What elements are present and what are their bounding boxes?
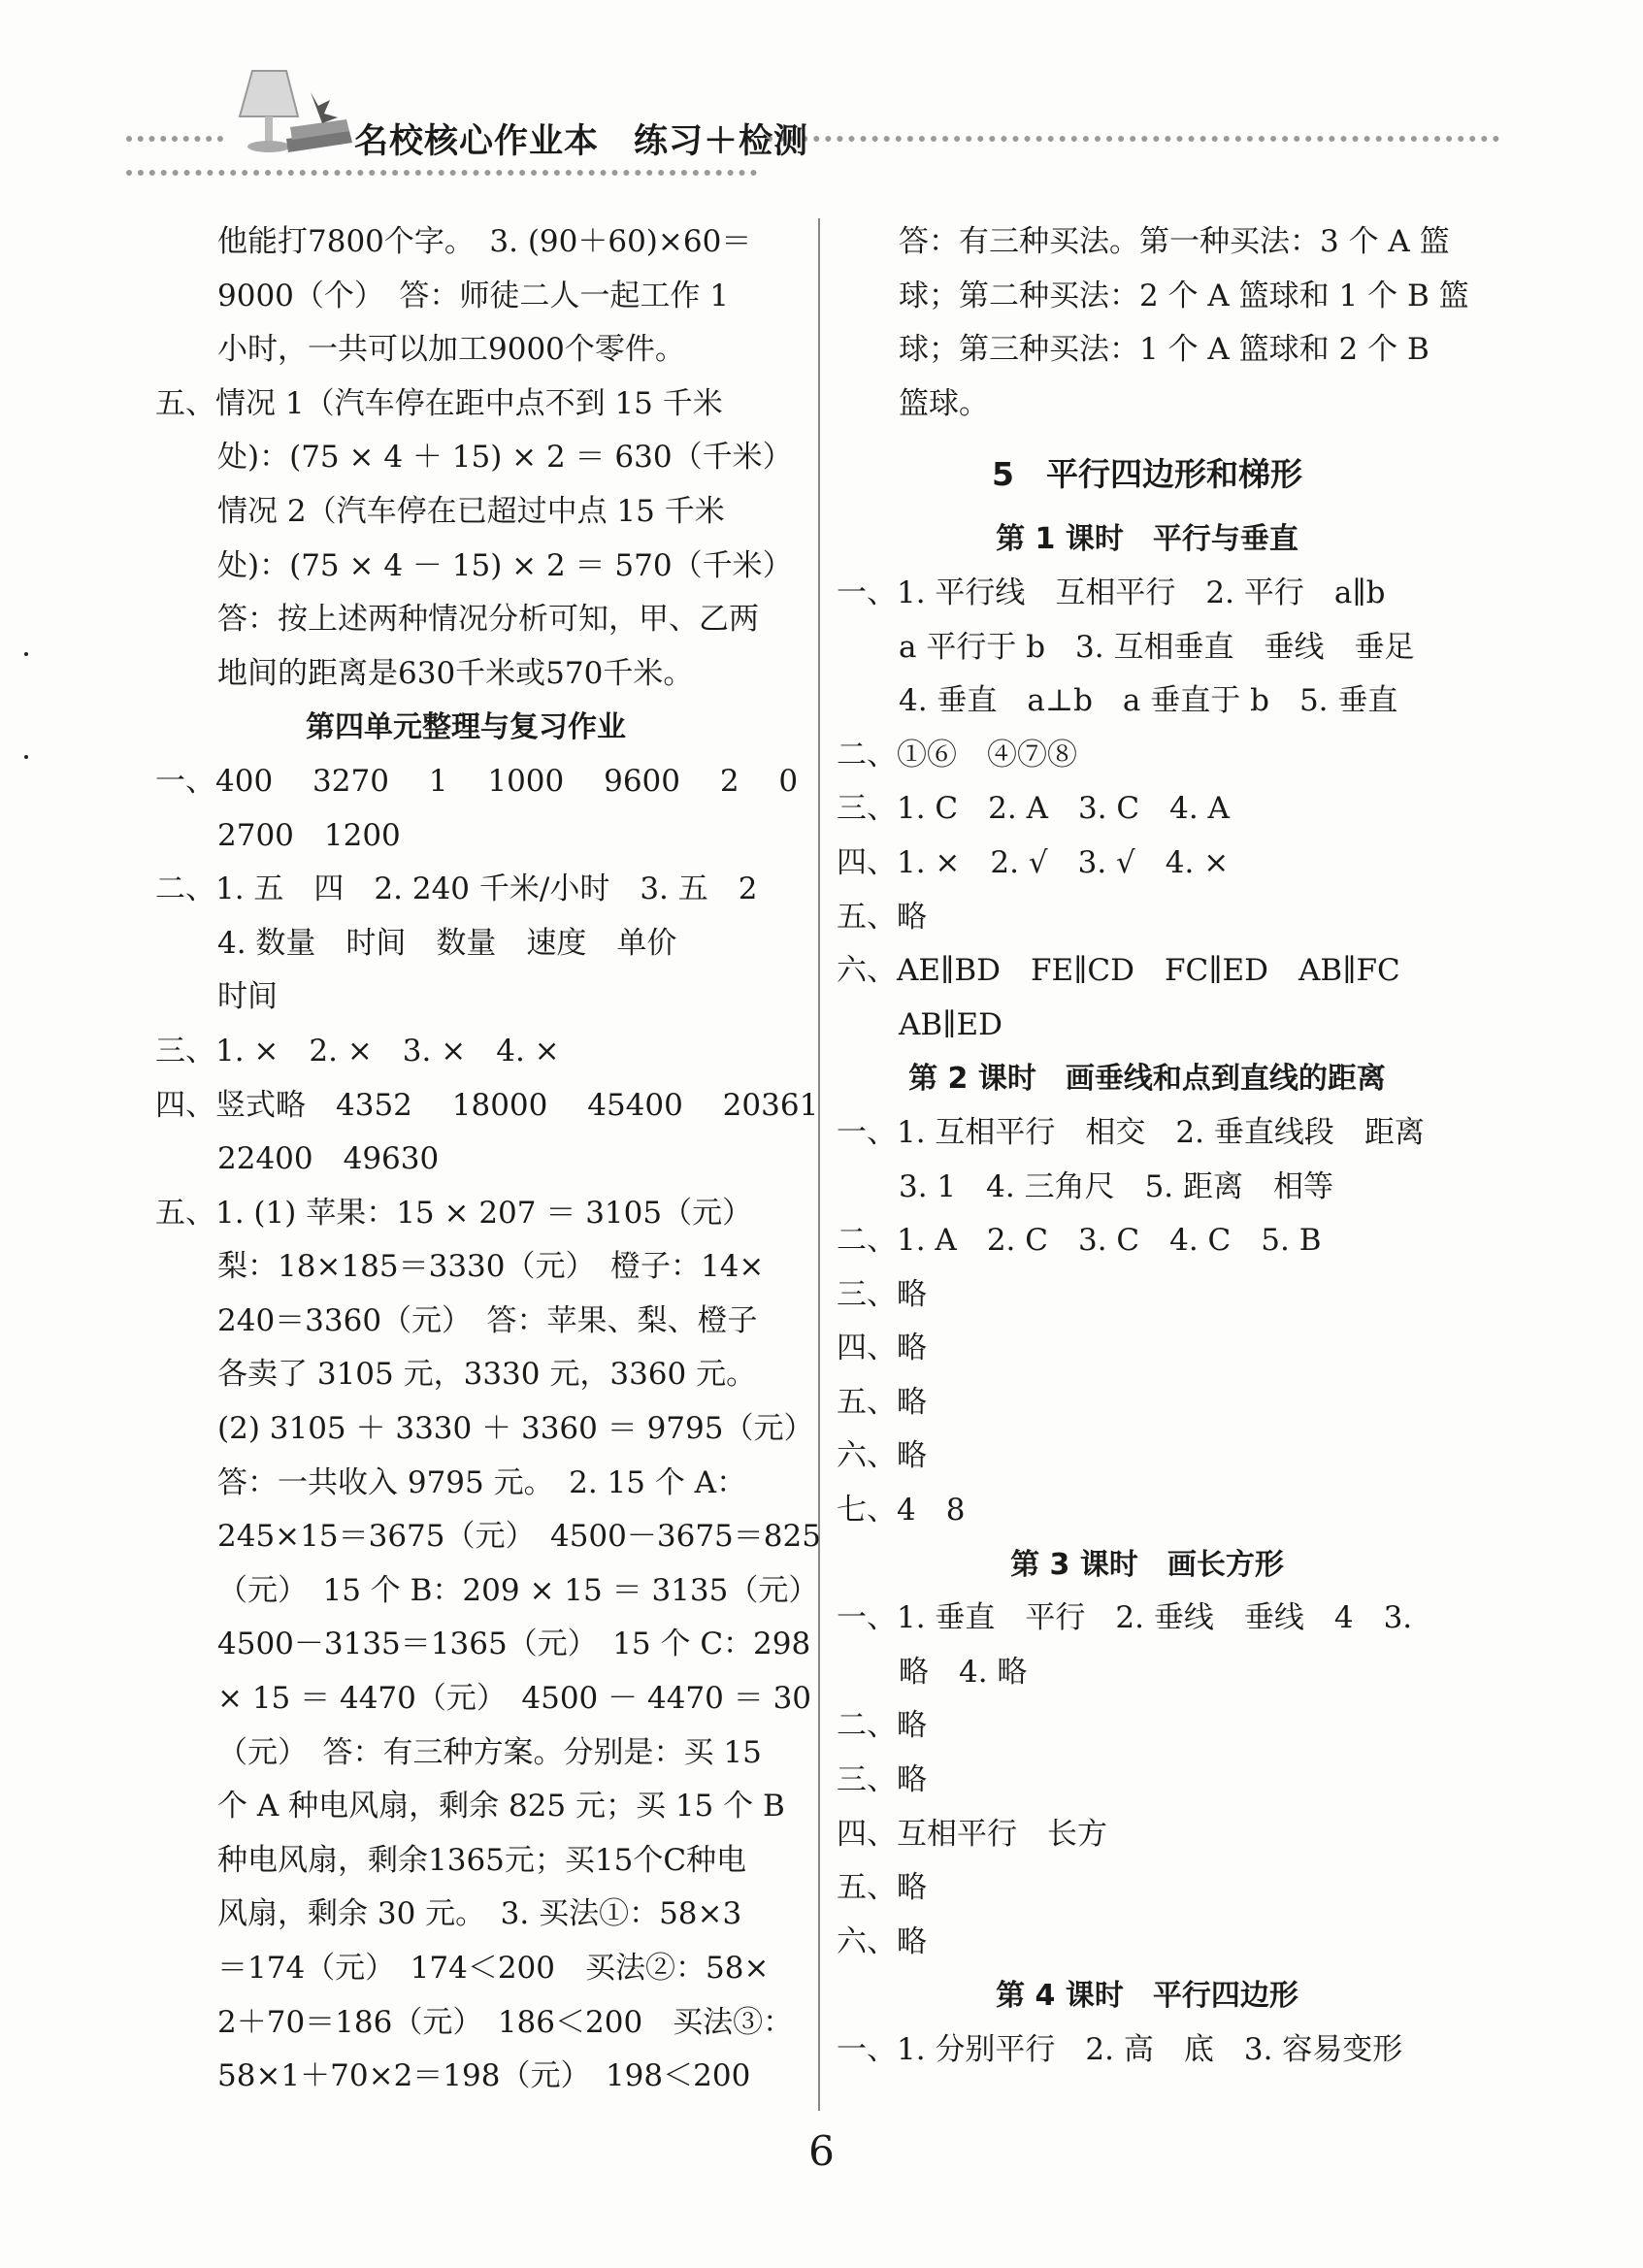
- answer-line: a 平行于 b 3. 互相垂直 垂线 垂足: [899, 629, 1415, 665]
- answer-line: 六、AE∥BD FE∥CD FC∥ED AB∥FC: [837, 953, 1400, 989]
- answer-line: 他能打7800个字。 3. (90＋60)×60＝: [217, 224, 752, 259]
- answer-line: 处)：(75 × 4 － 15) × 2 ＝ 570（千米）: [217, 547, 793, 583]
- answer-line: 四、互相平行 长方: [837, 1816, 1107, 1852]
- answer-line: 七、4 8: [837, 1493, 966, 1528]
- answer-line: 三、1. × 2. × 3. × 4. ×: [155, 1033, 560, 1068]
- answer-line: （元） 答：有三种方案。分别是：买 15: [217, 1734, 762, 1770]
- answer-line: 五、略: [837, 1384, 927, 1420]
- answer-line: 一、1. 分别平行 2. 高 底 3. 容易变形: [837, 2032, 1403, 2067]
- answer-line: 个 A 种电风扇，剩余 825 元；买 15 个 B: [217, 1789, 785, 1824]
- answer-line: ＝174（元） 174＜200 买法②：58×: [217, 1951, 770, 1986]
- answer-line: 4. 垂直 a⊥b a 垂直于 b 5. 垂直: [899, 683, 1398, 719]
- answer-line: 五、略: [837, 899, 927, 935]
- answer-line: 245×15＝3675（元） 4500－3675＝825: [217, 1519, 821, 1555]
- answer-line: 9000（个） 答：师徒二人一起工作 1: [217, 278, 729, 313]
- answer-line: 答：按上述两种情况分析可知，甲、乙两: [217, 602, 759, 638]
- answer-line: (2) 3105 ＋ 3330 ＋ 3360 ＝ 9795（元）: [217, 1411, 814, 1447]
- left-column: [155, 215, 821, 2104]
- header-dots-left: [126, 136, 223, 142]
- answer-line: 二、1. A 2. C 3. C 4. C 5. B: [837, 1223, 1322, 1259]
- answer-line: 五、情况 1（汽车停在距中点不到 15 千米: [155, 385, 723, 421]
- answer-line: 小时，一共可以加工9000个零件。: [217, 332, 685, 368]
- answer-line: 球；第三种买法：1 个 A 篮球和 2 个 B: [899, 332, 1429, 368]
- answer-line: 一、1. 垂直 平行 2. 垂线 垂线 4 3.: [837, 1600, 1413, 1636]
- answer-line: 22400 49630: [217, 1141, 440, 1177]
- answer-line: 58×1＋70×2＝198（元） 198＜200: [217, 2058, 751, 2094]
- answer-line: 各卖了 3105 元，3330 元，3360 元。: [217, 1357, 757, 1393]
- answer-line: 情况 2（汽车停在已超过中点 15 千米: [217, 493, 725, 529]
- lesson-heading: 第 1 课时 平行与垂直: [996, 522, 1298, 557]
- answer-line: 五、略: [837, 1870, 927, 1906]
- answer-line: 三、略: [837, 1762, 927, 1798]
- answer-line: 二、略: [837, 1708, 927, 1744]
- answer-line: 3. 1 4. 三角尺 5. 距离 相等: [899, 1168, 1334, 1204]
- answer-line: 处)：(75 × 4 ＋ 15) × 2 ＝ 630（千米）: [217, 440, 793, 476]
- margin-dot: [24, 755, 28, 759]
- answer-line: 二、1. 五 四 2. 240 千米/小时 3. 五 2: [155, 871, 758, 907]
- answer-line: 四、竖式略 4352 18000 45400 20361: [155, 1087, 819, 1123]
- answer-line: 六、略: [837, 1438, 927, 1474]
- answer-line: 4500－3135＝1365（元） 15 个 C：298: [217, 1627, 811, 1662]
- answer-line: 时间: [217, 979, 278, 1015]
- answer-line: 种电风扇，剩余1365元；买15个C种电: [217, 1842, 747, 1878]
- lesson-heading: 第四单元整理与复习作业: [306, 710, 626, 745]
- answer-line: 答：一共收入 9795 元。 2. 15 个 A：: [217, 1464, 747, 1500]
- answer-line: 略 4. 略: [899, 1654, 1028, 1690]
- answer-line: （元） 15 个 B：209 × 15 ＝ 3135（元）: [217, 1572, 819, 1608]
- lesson-heading: 第 4 课时 平行四边形: [996, 1979, 1298, 2014]
- page-number: 6: [808, 2127, 835, 2175]
- answer-line: 三、略: [837, 1276, 927, 1312]
- right-column: [837, 215, 1469, 2078]
- page-header: [0, 0, 1643, 194]
- answer-line: × 15 ＝ 4470（元） 4500 － 4470 ＝ 30: [217, 1681, 812, 1717]
- answer-line: AB∥ED: [899, 1006, 1002, 1042]
- answer-line: 四、略: [837, 1331, 927, 1366]
- answer-line: 梨：18×185＝3330（元） 橙子：14×: [217, 1249, 765, 1285]
- answer-line: 地间的距离是630千米或570千米。: [217, 655, 694, 691]
- answer-line: 4. 数量 时间 数量 速度 单价: [217, 925, 677, 961]
- answer-line: 二、①⑥ ④⑦⑧: [837, 737, 1077, 772]
- answer-line: 一、1. 互相平行 相交 2. 垂直线段 距离: [837, 1114, 1425, 1150]
- lamp-books-icon: [218, 63, 354, 160]
- margin-dot: [24, 652, 28, 656]
- lesson-heading: 第 3 课时 画长方形: [1010, 1547, 1284, 1582]
- lesson-heading: 第 2 课时 画垂线和点到直线的距离: [908, 1062, 1386, 1097]
- answer-line: 240＝3360（元） 答：苹果、梨、橙子: [217, 1302, 758, 1338]
- answer-line: 一、1. 平行线 互相平行 2. 平行 a∥b: [837, 575, 1386, 610]
- answer-line: 一、400 3270 1 1000 9600 2 0: [155, 763, 799, 799]
- header-dots-bottom: [126, 170, 757, 176]
- section-heading: 5 平行四边形和梯形: [992, 455, 1302, 494]
- answer-line: 2700 1200: [217, 817, 401, 853]
- answer-line: 2＋70＝186（元） 186＜200 买法③：: [217, 2004, 794, 2040]
- header-dots-right: [767, 136, 1499, 142]
- answer-line: 答：有三种买法。第一种买法：3 个 A 篮: [899, 224, 1450, 259]
- answer-line: 三、1. C 2. A 3. C 4. A: [837, 791, 1230, 827]
- answer-line: 六、略: [837, 1923, 927, 1959]
- answer-line: 球；第二种买法：2 个 A 篮球和 1 个 B 篮: [899, 278, 1469, 313]
- answer-line: 风扇，剩余 30 元。 3. 买法①：58×3: [217, 1896, 742, 1932]
- answer-line: 五、1. (1) 苹果：15 × 207 ＝ 3105（元）: [155, 1195, 753, 1231]
- column-divider: [818, 218, 820, 2111]
- answer-line: 四、1. × 2. √ 3. √ 4. ×: [837, 844, 1230, 880]
- answer-line: 篮球。: [899, 385, 989, 421]
- header-title: 名校核心作业本 练习＋检测: [354, 122, 809, 161]
